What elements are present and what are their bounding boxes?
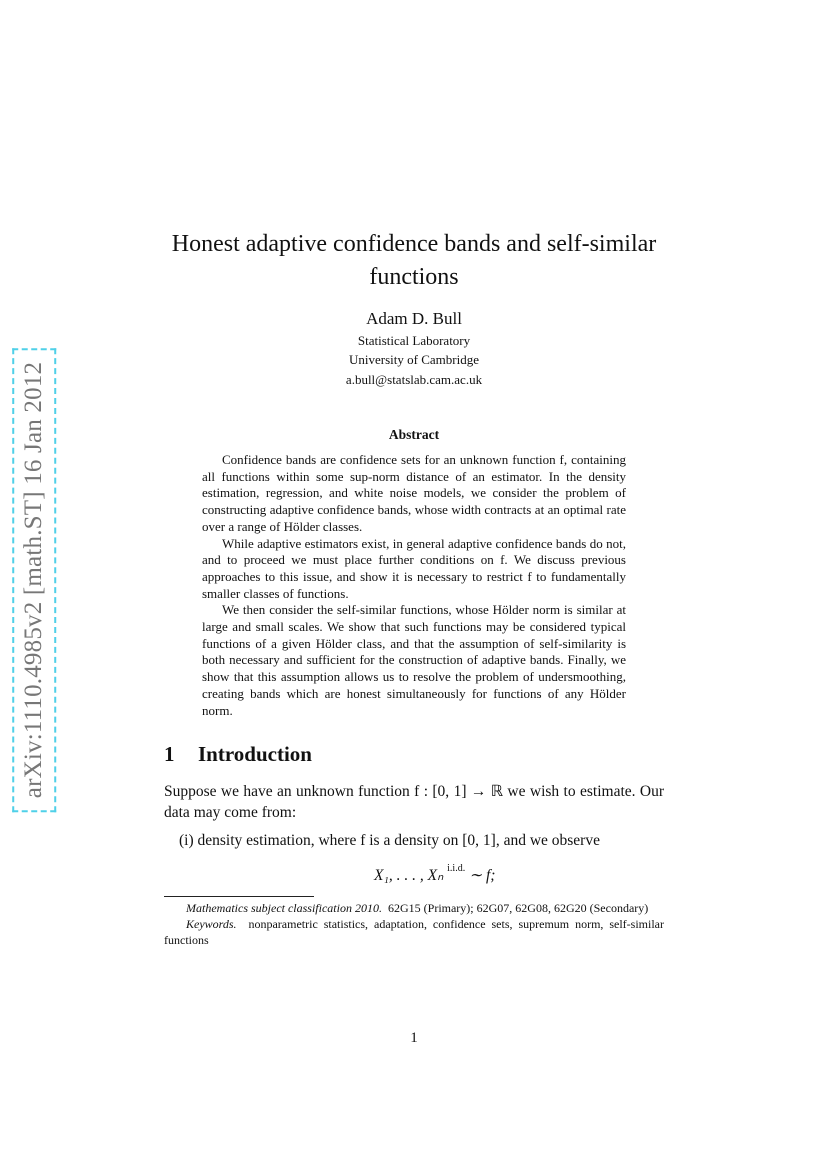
abstract-heading: Abstract [388, 427, 440, 442]
abstract-body [202, 452, 626, 719]
arxiv-stamp [10, 330, 58, 830]
abstract-paragraph: Confidence bands are confidence sets for an unknown function f, containing all functions within some sup-norm distance of an estimator. In the density estimation, regression, and white noise models, we consider the problem of constructing adaptive confidence bands, whose width contracts at an optimal rate over a range of Hölder classes. [202, 452, 626, 534]
equation-lhs: X₁, . . . , Xₙ [374, 867, 444, 884]
intro-paragraph: Suppose we have an unknown function f : [0, 1] → ℝ we wish to estimate. Our data may come from: [164, 783, 664, 821]
footnote-rule [164, 896, 314, 897]
arxiv-id: arXiv:1110.4985v2 [math.ST] 16 Jan 2012 [12, 348, 56, 812]
paper-title: Honest adaptive confidence bands and self-similar functions [171, 231, 657, 290]
author-email[interactable]: a.bull@statslab.cam.ac.uk [345, 372, 483, 387]
footnote-msc-label: Mathematics subject classification 2010. [186, 901, 382, 915]
footnote-keywords-label: Keywords. [186, 917, 237, 931]
abstract-paragraph: While adaptive estimators exist, in general adaptive confidence bands do not, and to proceed we must place further conditions on f. We discuss previous approaches to this issue, and show it is necessary to restrict f to fundamentally smaller classes of functions. [202, 535, 626, 601]
footnotes [164, 900, 664, 948]
affiliation-department: Statistical Laboratory [357, 333, 471, 348]
abstract-paragraph: We then consider the self-similar functions, whose Hölder norm is similar at large and small scales. We show that such functions may be considered typical functions of a given Hölder class, and that the assumption of self-similarity is both necessary and sufficient for the construction of adaptive bands. Finally, we show that this assumption allows us to resolve the problem of undersmoothing, creating bands which are honest simultaneously for functions of any Hölder norm. [202, 602, 626, 718]
affiliation-institution: University of Cambridge [349, 352, 479, 367]
footnote-msc [164, 900, 664, 916]
footnote-keywords [164, 916, 664, 948]
footnote-keywords-text: nonparametric statistics, adaptation, confidence sets, supremum norm, self-similar functions [164, 917, 665, 947]
section-title: Introduction [198, 742, 312, 766]
section-number: 1 [164, 742, 175, 766]
footnote-msc-text: 62G15 (Primary); 62G07, 62G08, 62G20 (Secondary) [387, 901, 649, 915]
section-heading [164, 742, 312, 767]
list-item: (i) density estimation, where f is a density on [0, 1], and we observe [179, 832, 600, 849]
author-name: Adam D. Bull [366, 309, 462, 328]
equation [374, 863, 496, 885]
equation-iid: i.i.d. [447, 863, 466, 874]
equation-rhs: ∼ f; [469, 867, 496, 884]
page-number: 1 [410, 1030, 418, 1046]
